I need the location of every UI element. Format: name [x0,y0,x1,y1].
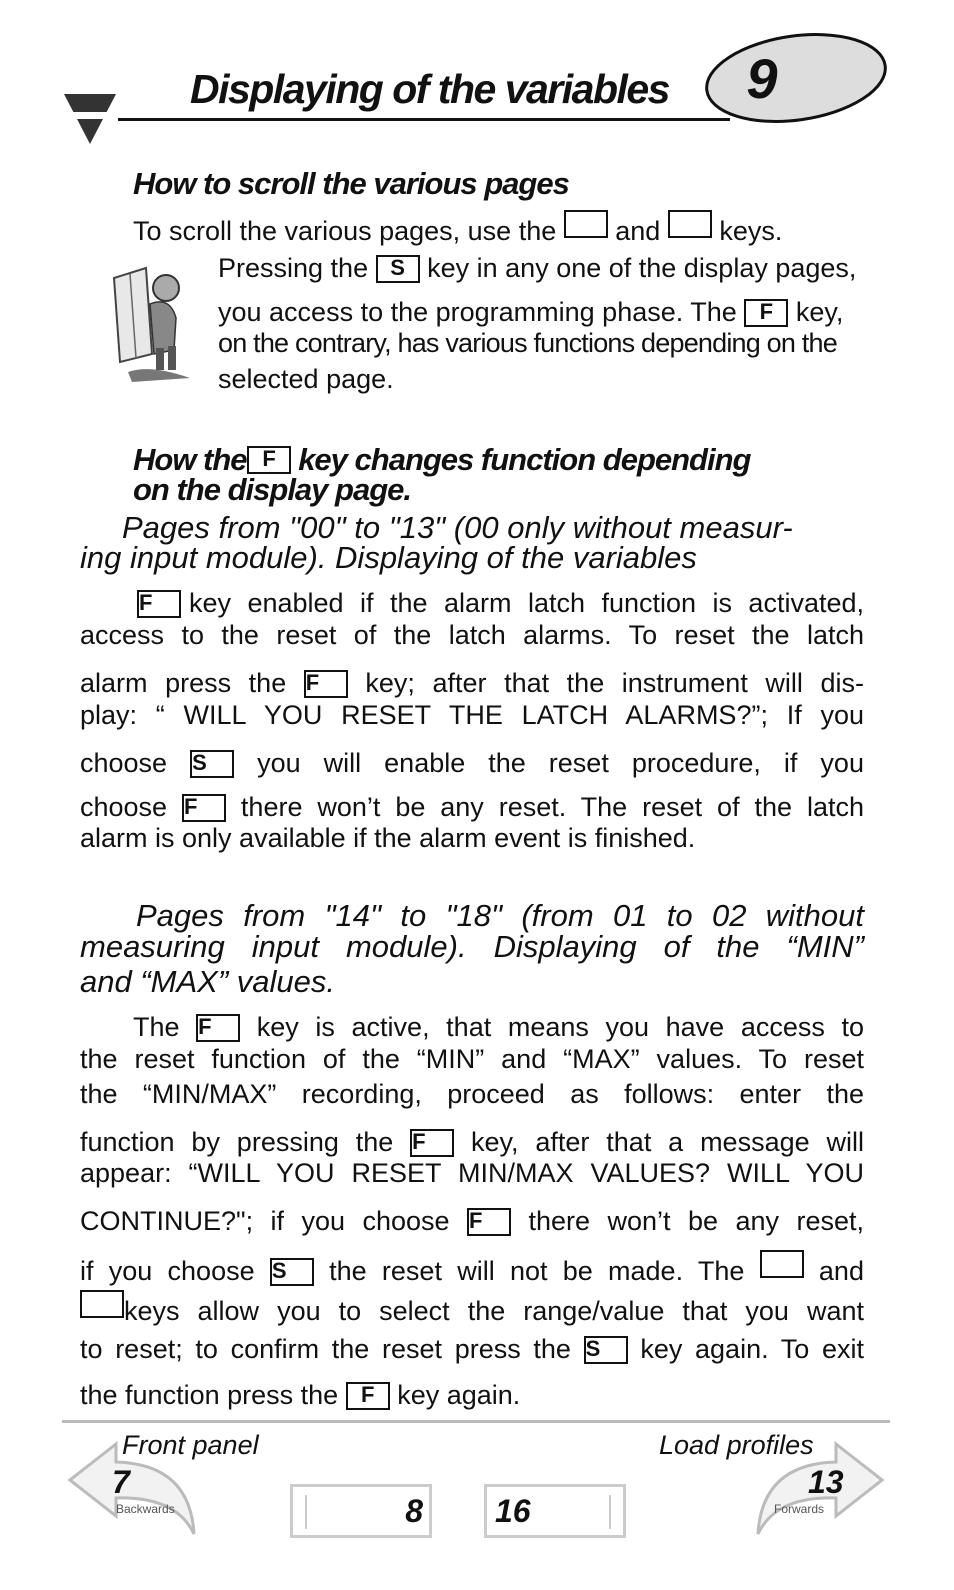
p2-text: if you choose [80,1256,255,1286]
p2-line-8 [80,1290,864,1327]
chapter-number: 9 [746,47,778,110]
p2-text: key again. To exit [640,1334,864,1364]
down-key-icon [668,210,712,238]
p1-line-6 [80,792,864,823]
intro-text-c: keys. [719,216,783,246]
up-key-icon [760,1250,804,1278]
pages-00-13-subheading-line-2: ing input module). Displaying of the variables [80,540,697,575]
p2-text: the reset will not be made. The [329,1256,745,1286]
p1-text: alarm press the [80,668,287,698]
note-line-1 [218,253,856,284]
section-heading-scroll-pages: How to scroll the various pages [133,166,569,201]
p2-text: keys allow you to select the range/value that you want [124,1296,864,1326]
total-pages-number: 16 [495,1493,531,1529]
p2-line-10 [80,1380,520,1411]
p2-text: the function press the [80,1380,339,1410]
current-page-box [290,1484,432,1538]
total-pages-box [484,1484,626,1538]
note-line-2 [218,297,843,328]
f-key-icon: F [304,670,348,698]
s-key-icon: S [270,1258,314,1286]
up-key-icon [564,210,608,238]
p2-text: and [818,1256,864,1286]
f-key-icon: F [182,794,226,822]
p1-text: there won’t be any reset. The reset of the latch [240,792,864,822]
f-key-icon: F [744,299,788,327]
p1-line-3 [80,668,864,699]
note-line-3: on the contrary, has various functions depending on the [218,328,837,358]
current-page-number: 8 [405,1493,423,1529]
s-key-icon: S [190,750,234,778]
backwards-caption: Backwards [116,1502,175,1516]
pages-00-13-subheading-line-1: Pages from "00" to "13" (00 only without measur- [122,510,793,545]
p2-text: key is active, that means you have access to [256,1012,864,1042]
p1-text: choose [80,748,168,778]
heading-text: How the [133,442,247,477]
p1-text: key; after that the instrument will dis- [365,668,864,698]
p1-line-2: access to the reset of the latch alarms. To reset the latch [80,620,864,650]
intro-text-a: To scroll the various pages, use the [133,216,557,246]
page-title: Displaying of the variables [190,66,669,112]
intro-text-b: and [615,216,661,246]
p1-text: choose [80,792,168,822]
p2-line-3: the “MIN/MAX” recording, proceed as follows: enter the [80,1079,864,1109]
scroll-intro [133,210,782,247]
reading-man-icon [110,262,200,386]
f-key-icon: F [467,1208,511,1236]
heading-text: key changes function depending [298,442,751,477]
back-link-label[interactable]: Front panel [122,1430,259,1460]
p1-line-4: play: “ WILL YOU RESET THE LATCH ALARMS?”; If you [80,700,864,730]
p1-line-5 [80,748,864,779]
p2-line-9 [80,1334,864,1365]
chapter-badge [703,32,889,124]
f-key-icon: F [410,1129,454,1157]
p2-text: there won’t be any reset, [528,1206,865,1236]
pages-14-18-subheading-line-3: and “MAX” values. [80,964,335,999]
note-text: you access to the programming phase. The [218,297,737,327]
f-key-icon: F [346,1382,390,1410]
pages-14-18-subheading-line-1: Pages from "14" to "18" (from 01 to 02 without [136,898,864,933]
f-key-icon: F [137,590,181,618]
p2-line-4 [80,1127,864,1158]
section-heading-f-key-line-2: on the display page. [133,472,411,507]
down-key-icon [80,1290,124,1318]
pages-14-18-subheading-line-2: measuring input module). Displaying of the “MIN” [80,929,864,964]
p1-text: you will enable the reset procedure, if you [257,748,864,778]
forwards-caption: Forwards [774,1502,825,1516]
p2-text: function by pressing the [80,1127,394,1157]
s-key-icon: S [376,255,420,283]
p2-line-6 [80,1206,864,1237]
note-text: key, [795,297,844,327]
p2-line-7 [80,1250,864,1287]
header-divider [118,118,730,121]
p2-text: CONTINUE?"; if you choose [80,1206,450,1236]
p2-line-5: appear: “WILL YOU RESET MIN/MAX VALUES? WILL YOU [80,1158,864,1188]
p2-text: key again. [397,1380,521,1410]
forward-page-number[interactable]: 13 [808,1464,844,1500]
p2-text: key, after that a message will [471,1127,864,1157]
p2-line-2: the reset function of the “MIN” and “MAX” values. To reset [80,1044,864,1074]
p1-line-1 [80,588,864,619]
s-key-icon: S [584,1336,628,1364]
note-text: key in any one of the display pages, [427,253,857,283]
forward-link-label[interactable]: Load profiles [659,1430,814,1460]
footer-divider [62,1420,890,1423]
carlo-gavazzi-logo [62,92,118,148]
p1-line-7: alarm is only available if the alarm event is finished. [80,823,696,853]
p2-line-1 [80,1012,864,1043]
note-line-4: selected page. [218,364,394,394]
p2-text: The [133,1012,180,1042]
note-text: Pressing the [218,253,369,283]
p1-text: key enabled if the alarm latch function is activated, [189,588,864,618]
f-key-icon: F [247,446,291,474]
back-page-number[interactable]: 7 [112,1464,130,1500]
f-key-icon: F [196,1014,240,1042]
p2-text: to reset; to confirm the reset press the [80,1334,571,1364]
